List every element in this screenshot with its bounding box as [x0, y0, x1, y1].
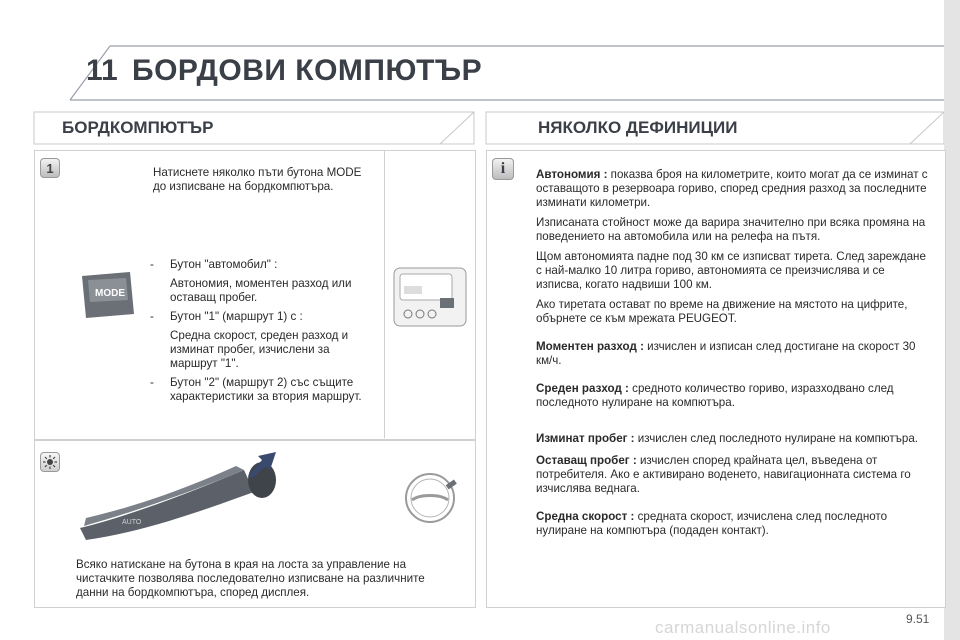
definition-item: Автономия : показва броя на километрите, които могат да се изминат с оставащото в резервоара гориво, според средния разход за последните изминати километри.: [536, 168, 928, 209]
left-section-title: БОРДКОМПЮТЪР: [62, 118, 214, 137]
mode-button-graphic: [78, 270, 138, 322]
stalk-label: AUTO: [122, 519, 142, 526]
mode-button-label: MODE: [95, 288, 125, 299]
definition-item: Изминат пробег : изчислен след последното нулиране на компютъра.: [536, 432, 919, 445]
mode-intro: Натиснете няколко пъти бутона MODE до изписване на бордкомпютъра.: [153, 166, 362, 193]
step-badge: 1: [40, 158, 60, 178]
side-bar: [944, 0, 960, 640]
info-icon: i: [492, 158, 514, 180]
list-item-head: Бутон "2" (маршрут 2) със същите характеристики за втория маршрут.: [170, 376, 362, 403]
pointer-arrow-icon: [246, 450, 280, 483]
list-item-body: Автономия, моментен разход или оставащ пробег.: [170, 277, 352, 304]
definition-item: Ако тиретата остават по време на движение на мястото на цифрите, обърнете се към мрежата PEUGEOT.: [536, 298, 908, 325]
watermark: carmanualsonline.info: [655, 618, 831, 637]
definition-item: Изписаната стойност може да варира значително при всяка промяна на поведението на автомобила или на релефа на пътя.: [536, 216, 926, 243]
definition-item: Оставащ пробег : изчислен според крайната цел, въведена от потребителя. Ако е активирано воденето, навигационната система го изчислява веднага.: [536, 454, 911, 495]
definition-item: Среден разход : средното количество гориво, изразходвано след последното нулиране на компютъра.: [536, 382, 894, 409]
button-list: [150, 258, 372, 409]
stalk-footer-text: Всяко натискане на бутона в края на лоста за управление на чистачките позволява последователно изписване на различните данни на бордкомпютъра, според дисплея.: [76, 558, 425, 599]
definition-item: Средна скорост : средната скорост, изчислена след последното нулиране на компютъра (подаден контакт).: [536, 510, 888, 537]
chapter-number: 11: [86, 54, 118, 87]
definitions-list: [536, 168, 928, 538]
steering-wheel-icon: [402, 468, 462, 533]
dashboard-illustration: [390, 262, 470, 332]
light-icon: [40, 452, 60, 472]
right-section-title: НЯКОЛКО ДЕФИНИЦИИ: [538, 118, 738, 137]
definition-item: Моментен разход : изчислен и изписан след достигане на скорост 30 км/ч.: [536, 340, 916, 367]
divider-line: [384, 150, 385, 438]
list-item-body: Средна скорост, среден разход и изминат пробег, изчислени за маршрут "1".: [170, 329, 349, 370]
list-item: - Бутон "1" (маршрут 1) с : Средна скорост, среден разход и изминат пробег, изчислени за маршрут "1".: [150, 310, 372, 371]
list-item: - Бутон "2" (маршрут 2) със същите характеристики за втория маршрут.: [150, 376, 372, 404]
list-item-head: Бутон "автомобил" :: [170, 258, 278, 271]
chapter-title: БОРДОВИ КОМПЮТЪР: [132, 54, 483, 87]
list-item: - Бутон "автомобил" : Автономия, моментен разход или оставащ пробег.: [150, 258, 372, 305]
definition-item: Щом автономията падне под 30 км се изписват тирета. След зареждане с най-малко 10 литра гориво, автономията се преизчислява и се изписва, когато надвиши 100 км.: [536, 250, 926, 291]
page-number: 9.51: [906, 612, 930, 626]
list-item-head: Бутон "1" (маршрут 1) с :: [170, 310, 303, 323]
